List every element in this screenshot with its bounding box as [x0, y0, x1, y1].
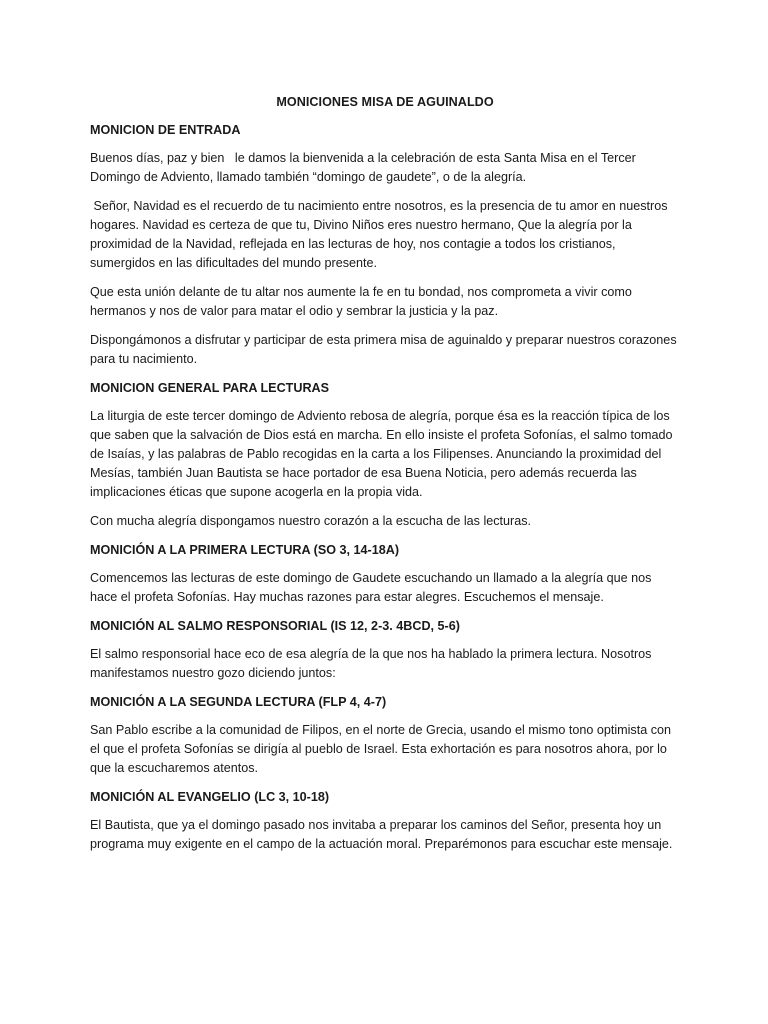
paragraph-entrada-2: Señor, Navidad es el recuerdo de tu nacimiento entre nosotros, es la presencia de tu amor en nuestros hogares. Navidad es certeza de que tu, Divino Niños eres nuestro hermano, Que la alegría por la proximidad de la Navidad, reflejada en las lecturas de hoy, nos contagie a todos los cristianos, sumergidos en las dificultades del mundo presente.: [90, 199, 672, 270]
heading-salmo: MONICIÓN AL SALMO RESPONSORIAL (IS 12, 2-3. 4BCD, 5-6): [90, 619, 460, 633]
paragraph-general-2: Con mucha alegría dispongamos nuestro corazón a la escucha de las lecturas.: [90, 514, 532, 528]
paragraph-general-1: La liturgia de este tercer domingo de Adviento rebosa de alegría, porque ésa es la reacción típica de los que saben que la salvación de Dios está en marcha. En ello insiste el profeta Sofonías, el salmo tomado de Isaías, y las palabras de Pablo recogidas en la carta a los Filipenses. Anunciando la proximidad del Mesías, también Juan Bautista se hace portador de esa Buena Noticia, pero además recuerda las implicaciones éticas que supone acogerla en la propia vida.: [90, 409, 676, 499]
heading-primera-lectura: MONICIÓN A LA PRIMERA LECTURA (SO 3, 14-18A): [90, 543, 400, 557]
heading-entrada: MONICION DE ENTRADA: [90, 123, 241, 137]
paragraph-segunda-lectura: San Pablo escribe a la comunidad de Filipos, en el norte de Grecia, usando el mismo tono optimista con el que el profeta Sofonías se dirigía al pueblo de Israel. Esta exhortación es para nosotros ahora, por lo que la escucharemos atentos.: [90, 723, 675, 775]
paragraph-entrada-4: Dispongámonos a disfrutar y participar de esta primera misa de aguinaldo y preparar nuestros corazones para tu nacimiento.: [90, 333, 681, 366]
paragraph-salmo: El salmo responsorial hace eco de esa alegría de la que nos ha hablado la primera lectura. Nosotros manifestamos nuestro gozo diciendo juntos:: [90, 647, 655, 680]
paragraph-entrada-1: Buenos días, paz y bien le damos la bienvenida a la celebración de esta Santa Misa en el Tercer Domingo de Adviento, llamado también “domingo de gaudete”, o de la alegría.: [90, 151, 640, 184]
heading-evangelio: MONICIÓN AL EVANGELIO (LC 3, 10-18): [90, 790, 330, 804]
paragraph-primera-lectura: Comencemos las lecturas de este domingo de Gaudete escuchando un llamado a la alegría que nos hace el profeta Sofonías. Hay muchas razones para estar alegres. Escuchemos el mensaje.: [90, 571, 655, 604]
document-title: MONICIONES MISA DE AGUINALDO: [276, 95, 494, 109]
paragraph-evangelio: El Bautista, que ya el domingo pasado nos invitaba a preparar los caminos del Señor, presenta hoy un programa muy exigente en el campo de la actuación moral. Preparémonos para escuchar este mensaje.: [90, 818, 673, 851]
heading-segunda-lectura: MONICIÓN A LA SEGUNDA LECTURA (FLP 4, 4-7): [90, 695, 387, 709]
paragraph-entrada-3: Que esta unión delante de tu altar nos aumente la fe en tu bondad, nos comprometa a vivir como hermanos y nos de valor para matar el odio y sembrar la justicia y la paz.: [90, 285, 636, 318]
heading-general-lecturas: MONICION GENERAL PARA LECTURAS: [90, 381, 330, 395]
document-content: [90, 93, 680, 864]
